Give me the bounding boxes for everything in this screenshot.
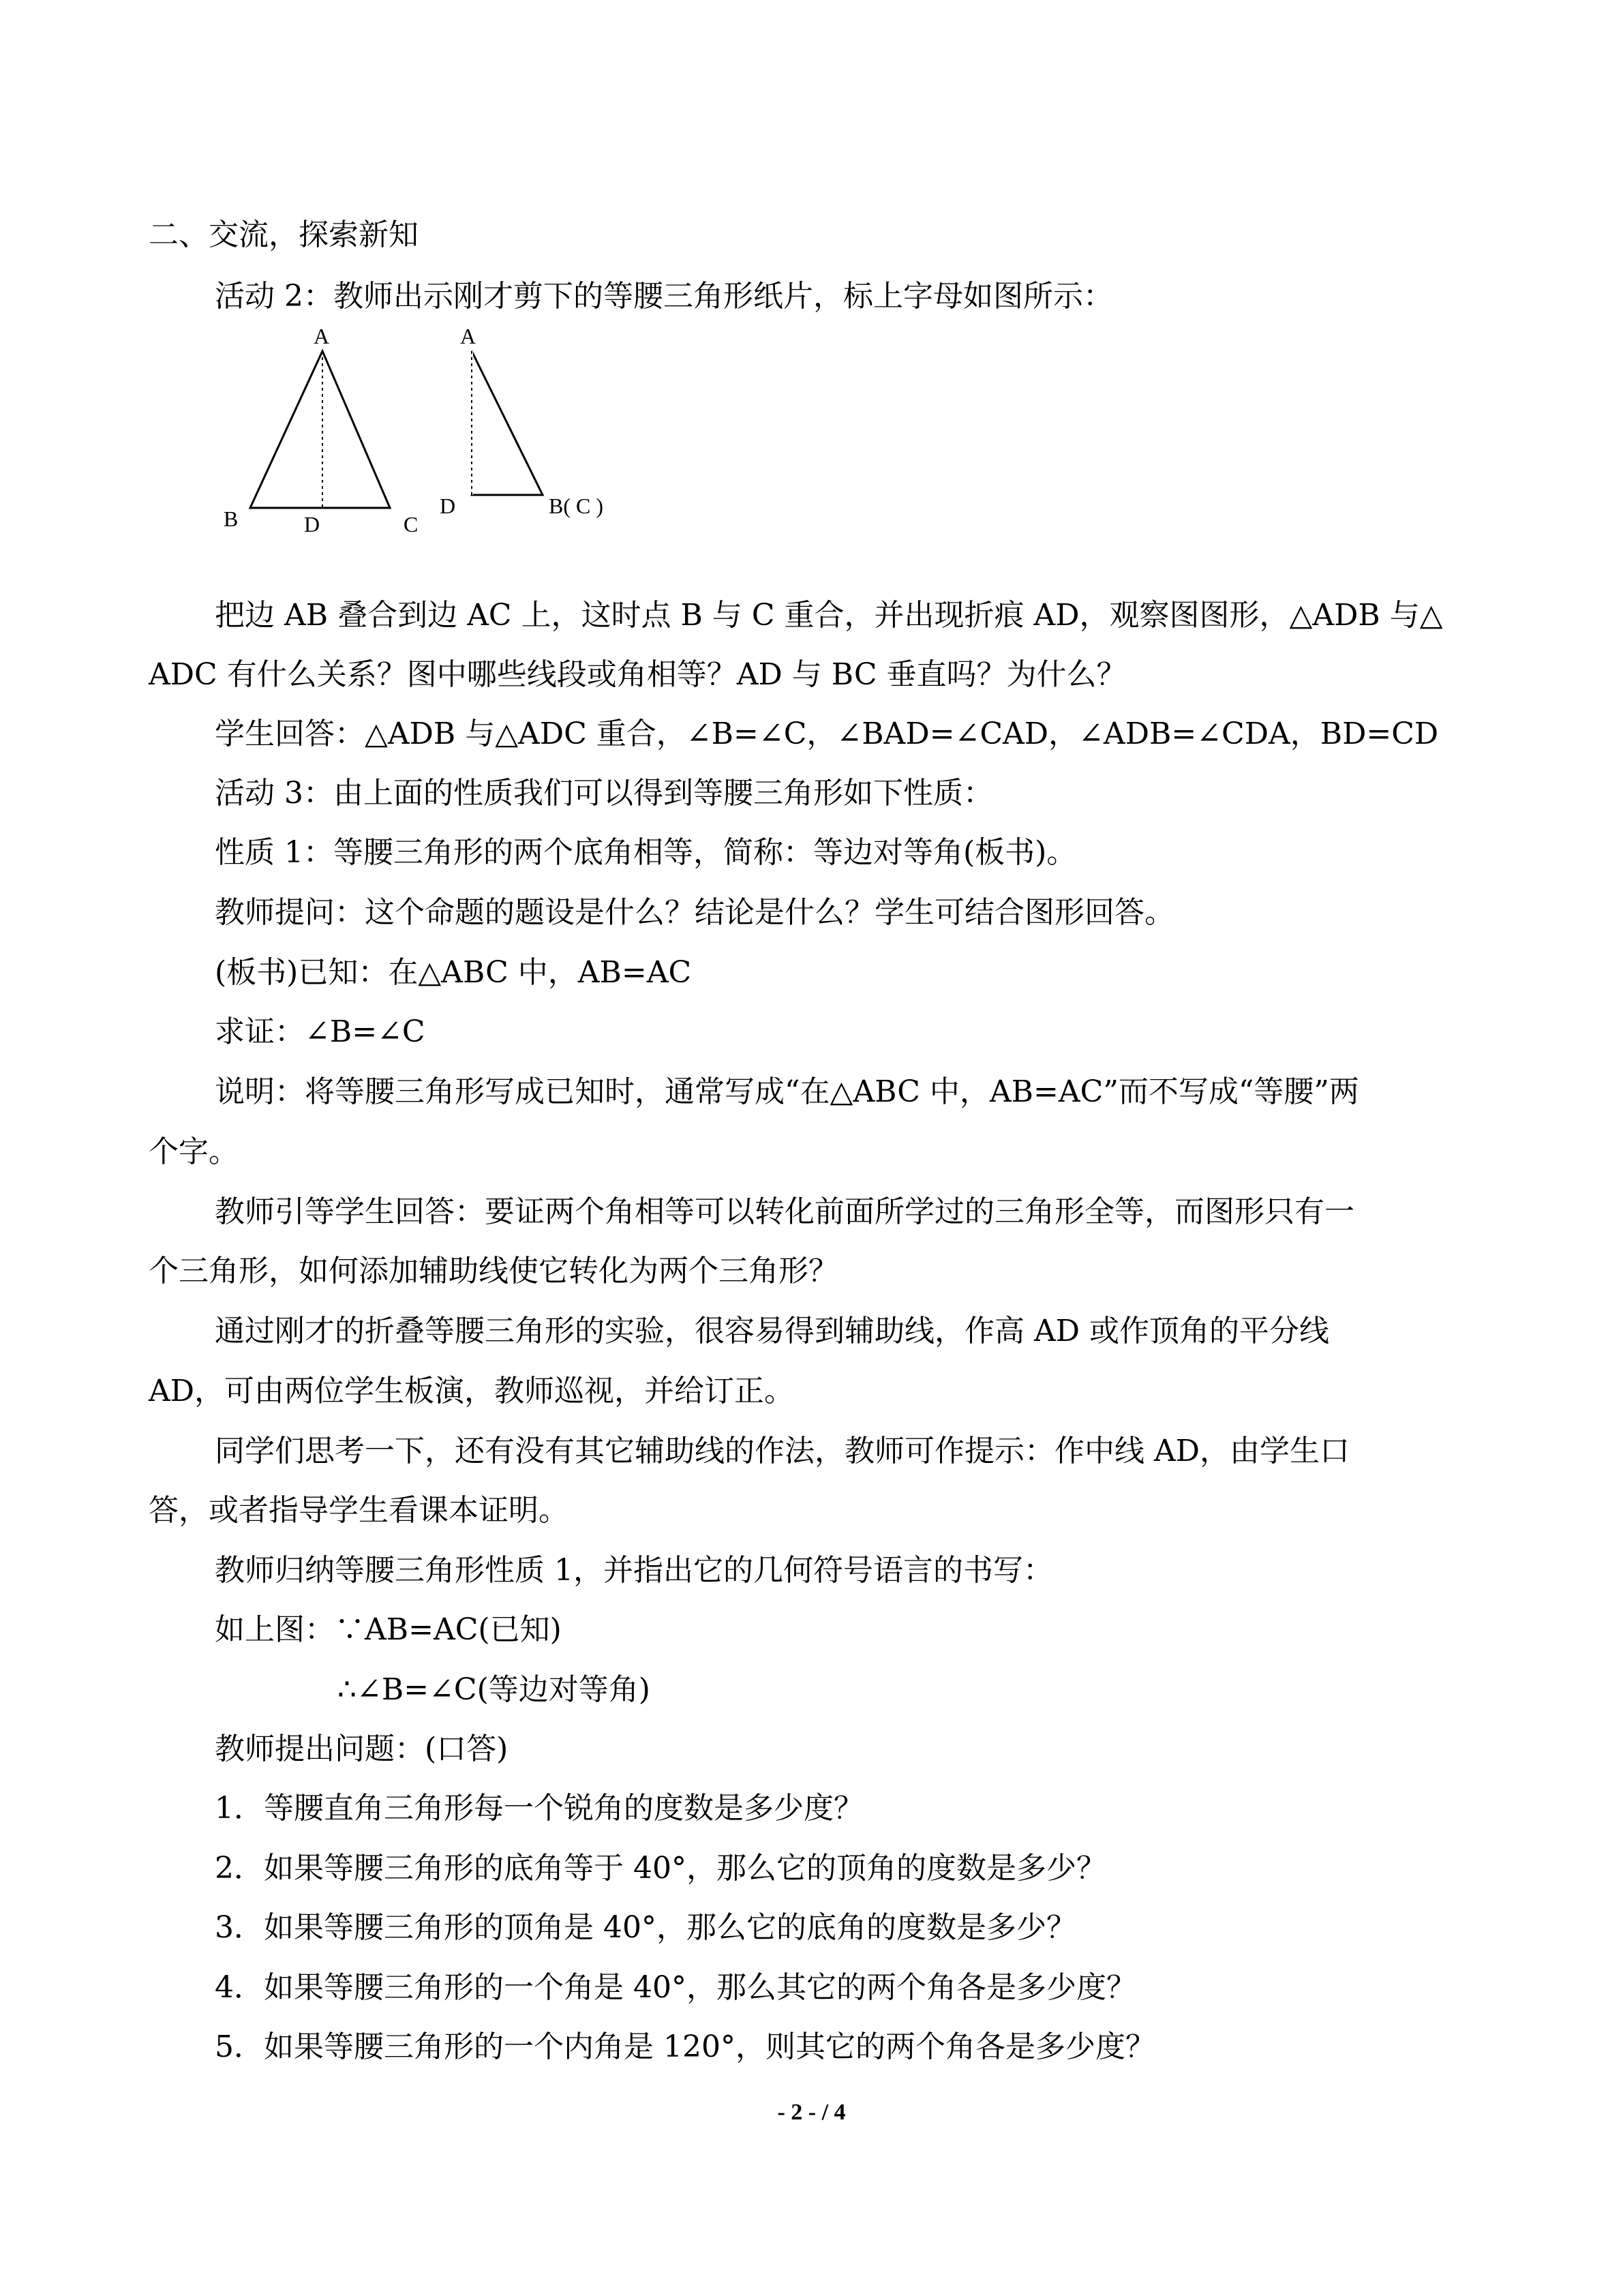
label-a-2: A xyxy=(460,324,476,348)
label-d-2: D xyxy=(440,494,456,518)
activity-2: 活动 2：教师出示刚才剪下的等腰三角形纸片，标上字母如图所示： xyxy=(215,279,1113,314)
property-1: 性质 1：等腰三角形的两个底角相等，简称：等边对等角(板书)。 xyxy=(215,835,1077,870)
note-line2: 个字。 xyxy=(149,1134,239,1169)
fold-line1: 通过刚才的折叠等腰三角形的实验，很容易得到辅助线，作高 AD 或作顶角的平分线 xyxy=(215,1314,1330,1348)
teacher-question: 教师提问：这个命题的题设是什么？结论是什么？学生可结合图形回答。 xyxy=(215,895,1174,930)
note-line1: 说明：将等腰三角形写成已知时，通常写成“在△ABC 中，AB=AC”而不写成“等腰”两 xyxy=(215,1074,1359,1109)
think-line2: 答，或者指导学生看课本证明。 xyxy=(149,1493,568,1528)
question-3: 3．如果等腰三角形的顶角是 40°，那么它的底角的度数是多少？ xyxy=(215,1910,1076,1945)
therefore-statement: ∴∠B=∠C(等边对等角) xyxy=(337,1672,650,1707)
question-4: 4．如果等腰三角形的一个角是 40°，那么其它的两个角各是多少度？ xyxy=(215,1970,1136,2005)
section-title: 二、交流，探索新知 xyxy=(149,217,419,252)
question-2: 2．如果等腰三角形的底角等于 40°，那么它的顶角的度数是多少？ xyxy=(215,1851,1106,1886)
student-answer: 学生回答：△ADB 与△ADC 重合，∠B=∠C，∠BAD=∠CAD，∠ADB=∠CDA，BD=CD xyxy=(215,716,1439,751)
because-statement: 如上图：∵AB=AC(已知) xyxy=(215,1612,562,1647)
question-1: 1．等腰直角三角形每一个锐角的度数是多少度？ xyxy=(215,1791,864,1826)
triangle-abc xyxy=(250,351,390,508)
question-5: 5．如果等腰三角形的一个内角是 120°，则其它的两个角各是多少度？ xyxy=(215,2029,1155,2064)
guide-line2: 个三角形，如何添加辅助线使它转化为两个三角形？ xyxy=(149,1254,838,1288)
oral-intro: 教师提出问题：(口答) xyxy=(215,1732,509,1766)
fold-line2: AD，可由两位学生板演，教师巡视，并给订正。 xyxy=(149,1374,795,1408)
label-b: B xyxy=(224,507,239,531)
label-d: D xyxy=(304,512,320,537)
label-c: C xyxy=(404,512,419,537)
prove: 求证：∠B=∠C xyxy=(215,1014,425,1049)
figure-folded-triangle xyxy=(429,320,634,539)
label-a: A xyxy=(314,324,330,348)
folded-triangle xyxy=(472,351,543,495)
label-bc: B( C ) xyxy=(549,494,603,518)
think-line1: 同学们思考一下，还有没有其它辅助线的作法，教师可作提示：作中线 AD，由学生口 xyxy=(215,1434,1350,1468)
figure-isosceles-triangle xyxy=(204,320,450,545)
page-number: - 2 - / 4 xyxy=(777,2100,846,2125)
given: (板书)已知：在△ABC 中，AB=AC xyxy=(215,955,692,990)
para1-line2: ADC 有什么关系？图中哪些线段或角相等？AD 与 BC 垂直吗？为什么？ xyxy=(149,657,1127,692)
guide-line1: 教师引等学生回答：要证两个角相等可以转化前面所学过的三角形全等，而图形只有一 xyxy=(215,1194,1354,1229)
activity-3: 活动 3：由上面的性质我们可以得到等腰三角形如下性质： xyxy=(215,776,993,811)
para1-line1: 把边 AB 叠合到边 AC 上，这时点 B 与 C 重合，并出现折痕 AD，观察图图形，△ADB 与△ xyxy=(215,598,1443,633)
summary: 教师归纳等腰三角形性质 1，并指出它的几何符号语言的书写： xyxy=(215,1553,1053,1588)
